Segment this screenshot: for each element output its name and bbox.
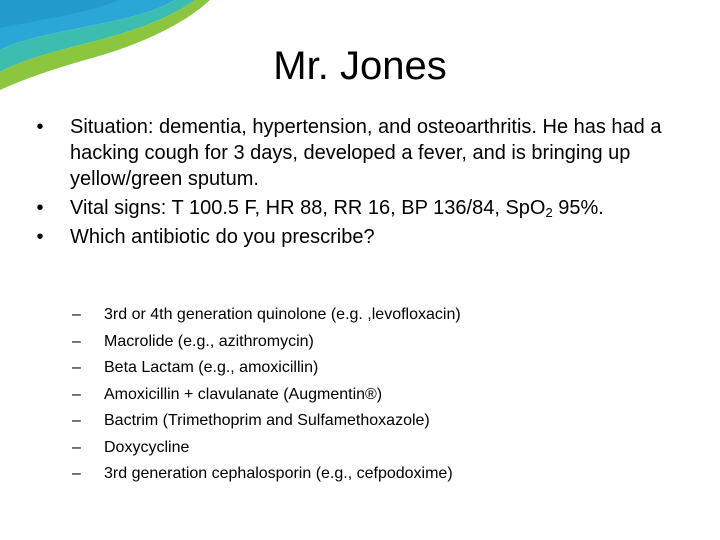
option-text: Doxycycline bbox=[104, 438, 190, 456]
vital-signs-text: Vital signs: T 100.5 F, HR 88, RR 16, BP 136/84, SpO bbox=[70, 197, 546, 219]
dash-marker: – bbox=[72, 438, 81, 456]
dash-marker: – bbox=[72, 465, 81, 482]
bullet-vital-signs bbox=[30, 195, 700, 221]
bullet-dot: • bbox=[36, 226, 44, 248]
list-item bbox=[72, 302, 461, 329]
option-text: 3rd or 4th generation quinolone (e.g. ,levofloxacin) bbox=[104, 306, 461, 323]
list-item bbox=[72, 355, 461, 382]
option-text: Amoxicillin + clavulanate (Augmentin®) bbox=[104, 385, 383, 403]
list-item bbox=[72, 461, 461, 488]
bullet-list bbox=[30, 114, 700, 253]
situation-text: Situation: dementia, hypertension, and osteoarthritis. He has had a hacking cough for 3 days, developed a fever, and is bringing up yellow/green sputum. bbox=[70, 116, 662, 190]
antibiotic-options-list bbox=[72, 302, 461, 488]
option-text: Beta Lactam (e.g., amoxicillin) bbox=[104, 359, 319, 376]
dash-marker: – bbox=[72, 332, 81, 350]
dash-marker: – bbox=[72, 306, 81, 323]
list-item bbox=[72, 435, 461, 462]
dash-marker: – bbox=[72, 385, 81, 403]
bullet-question bbox=[30, 224, 700, 250]
slide-title: Mr. Jones bbox=[273, 44, 447, 88]
dash-marker: – bbox=[72, 359, 81, 376]
oxygen-subscript: 2 bbox=[545, 205, 553, 220]
option-text: Bactrim (Trimethoprim and Sulfamethoxazole) bbox=[104, 412, 430, 429]
bullet-situation bbox=[30, 114, 700, 192]
bullet-dot: • bbox=[36, 116, 44, 138]
vital-signs-text-end: 95%. bbox=[552, 197, 604, 219]
list-item bbox=[72, 382, 461, 409]
bullet-dot: • bbox=[36, 197, 44, 219]
question-text: Which antibiotic do you prescribe? bbox=[70, 226, 375, 248]
option-text: Macrolide (e.g., azithromycin) bbox=[104, 332, 314, 350]
option-text: 3rd generation cephalosporin (e.g., cefpodoxime) bbox=[104, 465, 453, 482]
list-item bbox=[72, 408, 461, 435]
dash-marker: – bbox=[72, 412, 81, 429]
list-item bbox=[72, 329, 461, 356]
